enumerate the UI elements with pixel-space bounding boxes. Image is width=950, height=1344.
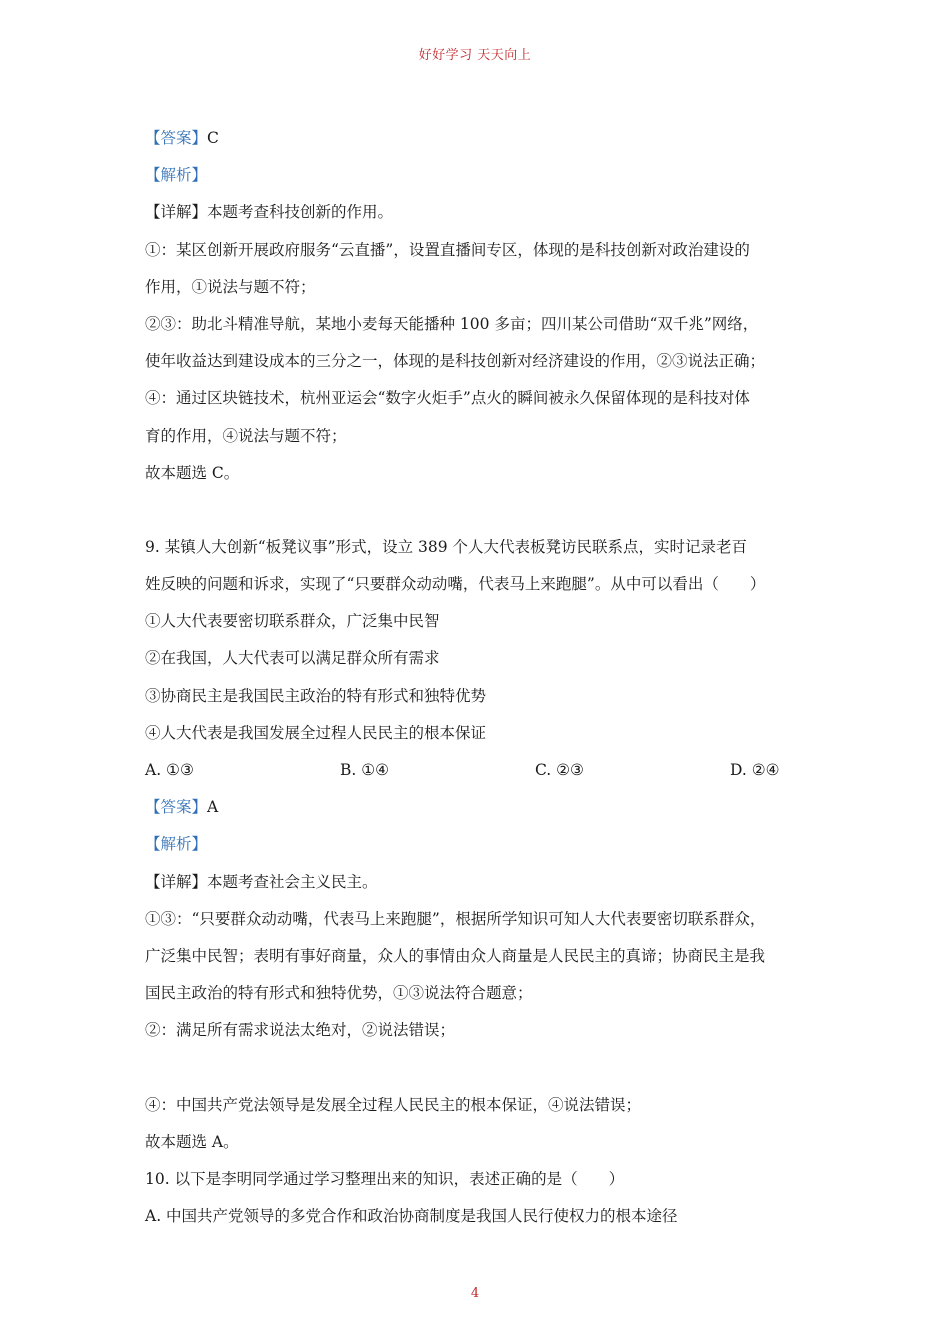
option-d: D. ②④ xyxy=(730,761,780,779)
q10-stem: 10. 以下是李明同学通过学习整理出来的知识，表述正确的是（ ） xyxy=(145,1169,625,1188)
document-body xyxy=(145,120,815,1235)
q9-statement: ①人大代表要密切联系群众，广泛集中民智 xyxy=(145,612,440,631)
q9-line: 国民主政治的特有形式和独特优势，①③说法符合题意； xyxy=(145,984,533,1003)
q8-line: 作用，①说法与题不符； xyxy=(145,277,316,296)
q9-stem: 9. 某镇人大创新“板凳议事”形式，设立 389 个人大代表板凳访民联系点，实时记录老百 xyxy=(145,537,748,556)
detail-intro: 本题考查科技创新的作用。 xyxy=(207,203,394,222)
q8-line: 育的作用，④说法与题不符； xyxy=(145,426,347,445)
q8-line: ①：某区创新开展政府服务“云直播”，设置直播间专区，体现的是科技创新对政治建设的 xyxy=(145,240,750,259)
q9-detail xyxy=(145,864,815,901)
q9-statement: ②在我国，人大代表可以满足群众所有需求 xyxy=(145,649,440,668)
q9-stem: 姓反映的问题和诉求，实现了“只要群众动动嘴，代表马上来跑腿”。从中可以看出（ ） xyxy=(145,575,766,594)
page-number: 4 xyxy=(470,1286,480,1301)
q8-detail xyxy=(145,194,815,231)
q9-statement: ④人大代表是我国发展全过程人民民主的根本保证 xyxy=(145,723,487,742)
q8-conclusion: 故本题选 C。 xyxy=(145,463,240,482)
q9-line: ②：满足所有需求说法太绝对，②说法错误； xyxy=(145,1021,456,1040)
q9-line: ①③：“只要群众动动嘴，代表马上来跑腿”，根据所学知识可知人大代表要密切联系群众， xyxy=(145,909,766,928)
spacer xyxy=(145,492,815,529)
option-c: C. ②③ xyxy=(535,761,584,779)
answer-value: A xyxy=(207,798,219,817)
q9-analysis-label: 【解析】 xyxy=(145,835,208,854)
q9-line: 广泛集中民智；表明有事好商量，众人的事情由众人商量是人民民主的真谛；协商民主是我 xyxy=(145,946,766,965)
q9-options xyxy=(145,752,815,789)
q8-line: ④：通过区块链技术，杭州亚运会“数字火炬手”点火的瞬间被永久保留体现的是科技对体 xyxy=(145,389,750,408)
answer-label: 【答案】 xyxy=(145,798,208,817)
page-header: 好好学习 天天向上 xyxy=(418,48,532,63)
q9-statement: ③协商民主是我国民主政治的特有形式和独特优势 xyxy=(145,686,487,705)
spacer xyxy=(145,1050,815,1087)
detail-label: 【详解】 xyxy=(145,203,208,222)
answer-value: C xyxy=(207,129,219,147)
answer-label: 【答案】 xyxy=(145,129,208,147)
detail-label: 【详解】 xyxy=(145,872,208,891)
q10-option-a: A. 中国共产党领导的多党合作和政治协商制度是我国人民行使权力的根本途径 xyxy=(145,1207,678,1226)
option-a: A. ①③ xyxy=(145,761,194,779)
q9-conclusion: 故本题选 A。 xyxy=(145,1132,239,1151)
option-b: B. ①④ xyxy=(340,761,390,779)
q8-answer xyxy=(145,120,815,157)
q8-analysis-label: 【解析】 xyxy=(145,166,208,185)
q8-line: 使年收益达到建设成本的三分之一，体现的是科技创新对经济建设的作用，②③说法正确； xyxy=(145,352,766,371)
q9-answer xyxy=(145,789,815,826)
detail-intro: 本题考查社会主义民主。 xyxy=(207,872,378,891)
q8-line: ②③：助北斗精准导航，某地小麦每天能播种 100 多亩；四川某公司借助“双千兆”网络， xyxy=(145,314,759,333)
q9-line: ④：中国共产党法领导是发展全过程人民民主的根本保证，④说法错误； xyxy=(145,1095,642,1114)
